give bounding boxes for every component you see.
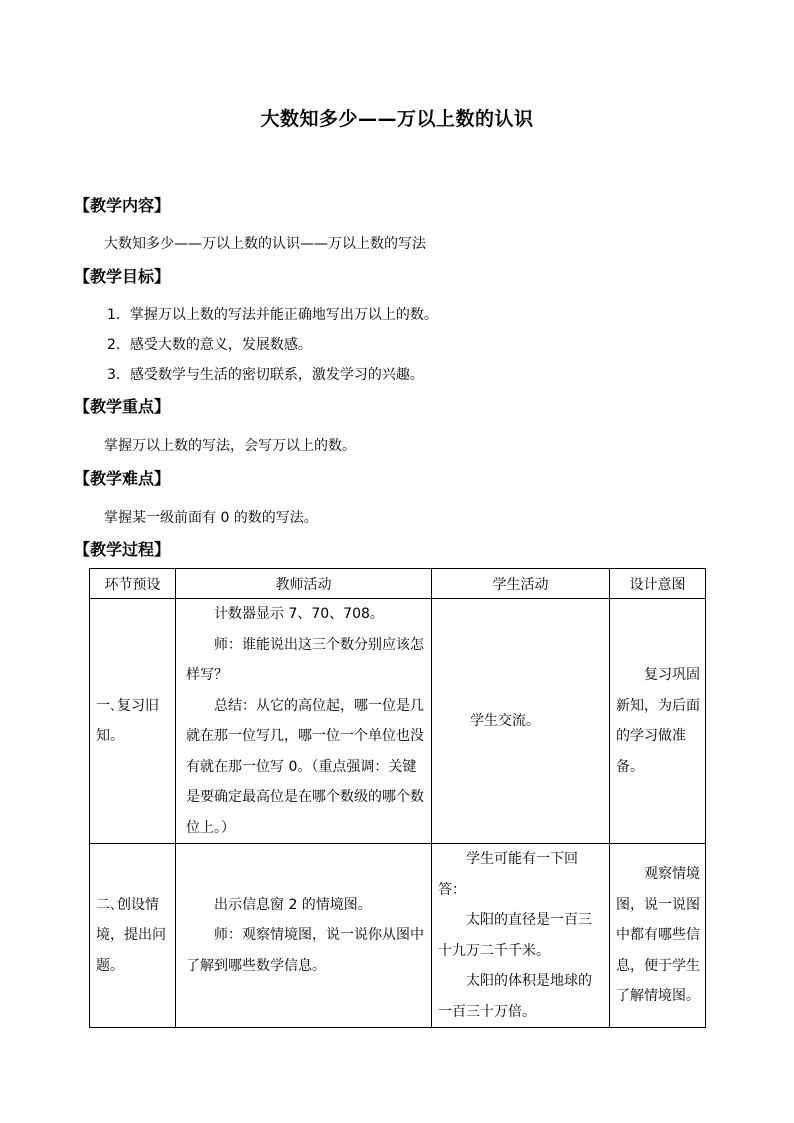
content-text: 大数知多少——万以上数的认识——万以上数的写法 — [104, 236, 426, 252]
student-activity-cell — [432, 844, 610, 1028]
design-intent-cell — [610, 599, 706, 844]
heading-process: 【教学过程】 — [74, 540, 171, 559]
student-activity-line: 学生可能有一下回答： — [438, 851, 578, 898]
heading-key-points: 【教学重点】 — [74, 397, 171, 416]
student-activity-cell — [432, 599, 610, 844]
difficulties-text: 掌握某一级前面有 0 的数的写法。 — [104, 510, 318, 526]
table-header-row — [90, 569, 706, 599]
stage-cell: 二､创设情境，提出问题。 — [90, 844, 176, 1028]
student-activity-line: 太阳的直径是一百三十九万二千千米。 — [438, 912, 592, 959]
goal-item-2: 2．感受大数的意义，发展数感。 — [107, 337, 312, 353]
stage-cell: 一､复习旧知。 — [90, 599, 176, 844]
teacher-activity-line: 计数器显示 7、70、708。 — [214, 606, 384, 622]
teacher-activity-cell — [176, 599, 432, 844]
teacher-activity-line: 师：谁能说出这三个数分别应该怎样写？ — [186, 636, 424, 683]
teacher-activity-line: 出示信息窗 2 的情境图。 — [214, 896, 372, 913]
teacher-activity-line: 总结：从它的高位起，哪一位是几就在那一位写几，哪一位一个单位也没有就在那一位写 0。（重点强调：关键是要确定最高位是在哪个数级的哪个数位上。） — [186, 697, 424, 836]
key-points-text: 掌握万以上数的写法，会写万以上的数。 — [104, 438, 356, 454]
column-header: 教师活动 — [176, 569, 432, 599]
design-intent-cell — [610, 844, 706, 1028]
teacher-activity-cell — [176, 844, 432, 1028]
heading-goals: 【教学目标】 — [74, 267, 171, 286]
heading-difficulties: 【教学难点】 — [74, 469, 171, 488]
document-title: 大数知多少——万以上数的认识 — [260, 108, 534, 130]
student-activity-line: 太阳的体积是地球的一百三十万倍。 — [438, 973, 592, 1020]
table-row — [90, 844, 706, 1028]
table-row — [90, 599, 706, 844]
design-intent-text: 观察情境图，说一说图中都有哪些信息，便于学生了解情境图。 — [616, 866, 700, 1005]
column-header: 环节预设 — [90, 569, 176, 599]
student-activity-line: 学生交流。 — [470, 712, 540, 729]
teacher-activity-line: 师：观察情境图，说一说你从图中了解到哪些数学信息。 — [186, 927, 424, 974]
column-header: 学生活动 — [432, 569, 610, 599]
goal-item-1: 1．掌握万以上数的写法并能正确地写出万以上的数。 — [107, 307, 438, 323]
column-header: 设计意图 — [610, 569, 706, 599]
process-table — [89, 568, 706, 1028]
goal-item-3: 3．感受数学与生活的密切联系，激发学习的兴趣。 — [107, 367, 424, 383]
design-intent-text: 复习巩固新知，为后面的学习做准备。 — [616, 667, 700, 775]
heading-content: 【教学内容】 — [74, 196, 171, 215]
